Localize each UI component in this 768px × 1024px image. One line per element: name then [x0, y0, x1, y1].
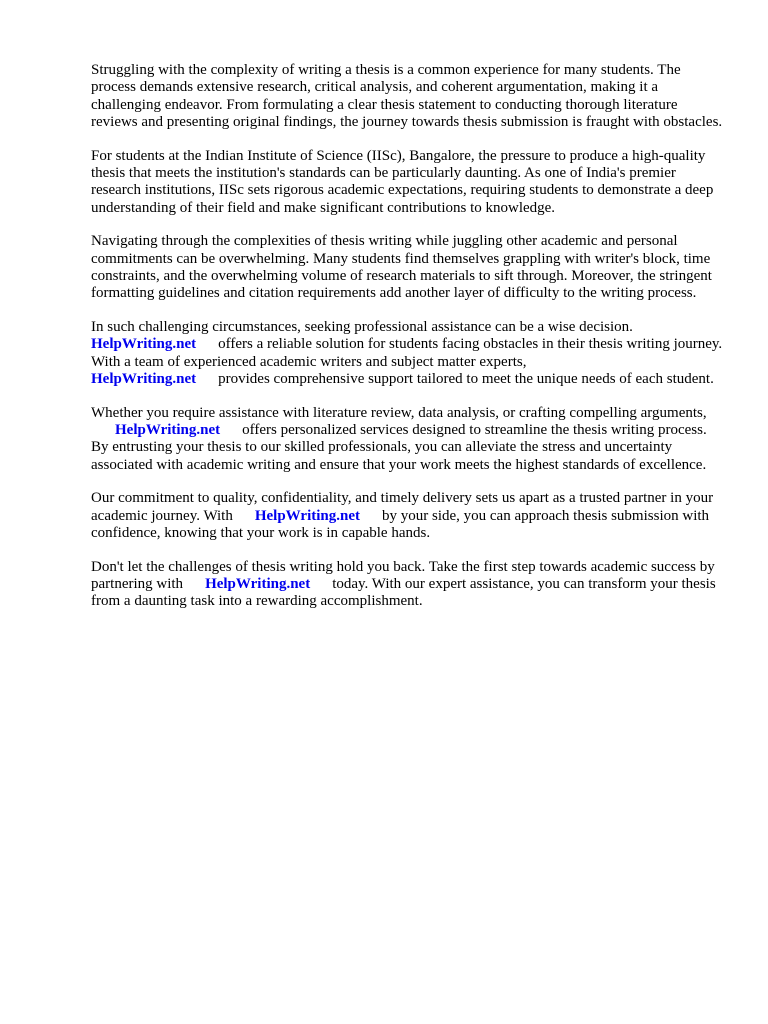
- paragraph-closing: [91, 559, 723, 611]
- paragraph-iisc: For students at the Indian Institute of Science (IISc), Bangalore, the pressure to produce a high-quality thesis that meets the institution's standards can be particularly daunting. As one of India's premier research institutions, IISc sets rigorous academic expectations, requiring students to demonstrate a deep understanding of their field and make significant contributions to knowledge.: [91, 147, 714, 216]
- paragraph-commitment: [91, 490, 723, 542]
- document-body: [91, 62, 723, 627]
- paragraph-text: offers a reliable solution for students facing obstacles in their thesis writing journey. With a team of experienced academic writers and subject matter experts,: [91, 336, 723, 370]
- paragraph-text: Whether you require assistance with literature review, data analysis, or crafting compelling arguments,: [91, 404, 707, 421]
- paragraph-text: today. With our expert assistance, you can transform your thesis from a daunting task into a rewarding accomplishment.: [91, 576, 716, 610]
- paragraph-text: provides comprehensive support tailored to meet the unique needs of each student.: [218, 370, 714, 387]
- helpwriting-link[interactable]: HelpWriting.net: [254, 507, 360, 524]
- paragraph-text: In such challenging circumstances, seeking professional assistance can be a wise decision.: [91, 319, 633, 336]
- helpwriting-link[interactable]: HelpWriting.net: [91, 370, 197, 387]
- paragraph-challenges: Navigating through the complexities of thesis writing while juggling other academic and personal commitments can be overwhelming. Many students find themselves grappling with writer's block, time constraints, and the overwhelming volume of research materials to sift through. Moreover, the stringent formatting guidelines and citation requirements add another layer of difficulty to the writing process.: [91, 233, 712, 302]
- paragraph-text: offers personalized services designed to streamline the thesis writing process. By entrusting your thesis to our skilled professionals, you can alleviate the stress and uncertainty associated with academic writing and ensure that your work meets the highest standards of excellence.: [91, 422, 707, 473]
- paragraph-intro: Struggling with the complexity of writing a thesis is a common experience for many students. The process demands extensive research, critical analysis, and coherent argumentation, making it a challenging endeavor. From formulating a clear thesis statement to conducting thorough literature reviews and presenting original findings, the journey towards thesis submission is fraught with obstacles.: [91, 62, 723, 130]
- paragraph-services: [91, 405, 723, 474]
- helpwriting-link[interactable]: HelpWriting.net: [205, 576, 311, 593]
- paragraph-text: Our commitment to quality, confidentiality, and timely delivery sets us apart as a trusted partner in your academic journey. With: [91, 490, 714, 524]
- paragraph-text: Don't let the challenges of thesis writing hold you back. Take the first step towards academic success by partnering with: [91, 558, 715, 593]
- paragraph-text: by your side, you can approach thesis submission with confidence, knowing that your work is in capable hands.: [91, 507, 710, 542]
- helpwriting-link[interactable]: HelpWriting.net: [91, 336, 197, 353]
- helpwriting-link[interactable]: HelpWriting.net: [115, 422, 221, 439]
- paragraph-assistance: [91, 319, 723, 388]
